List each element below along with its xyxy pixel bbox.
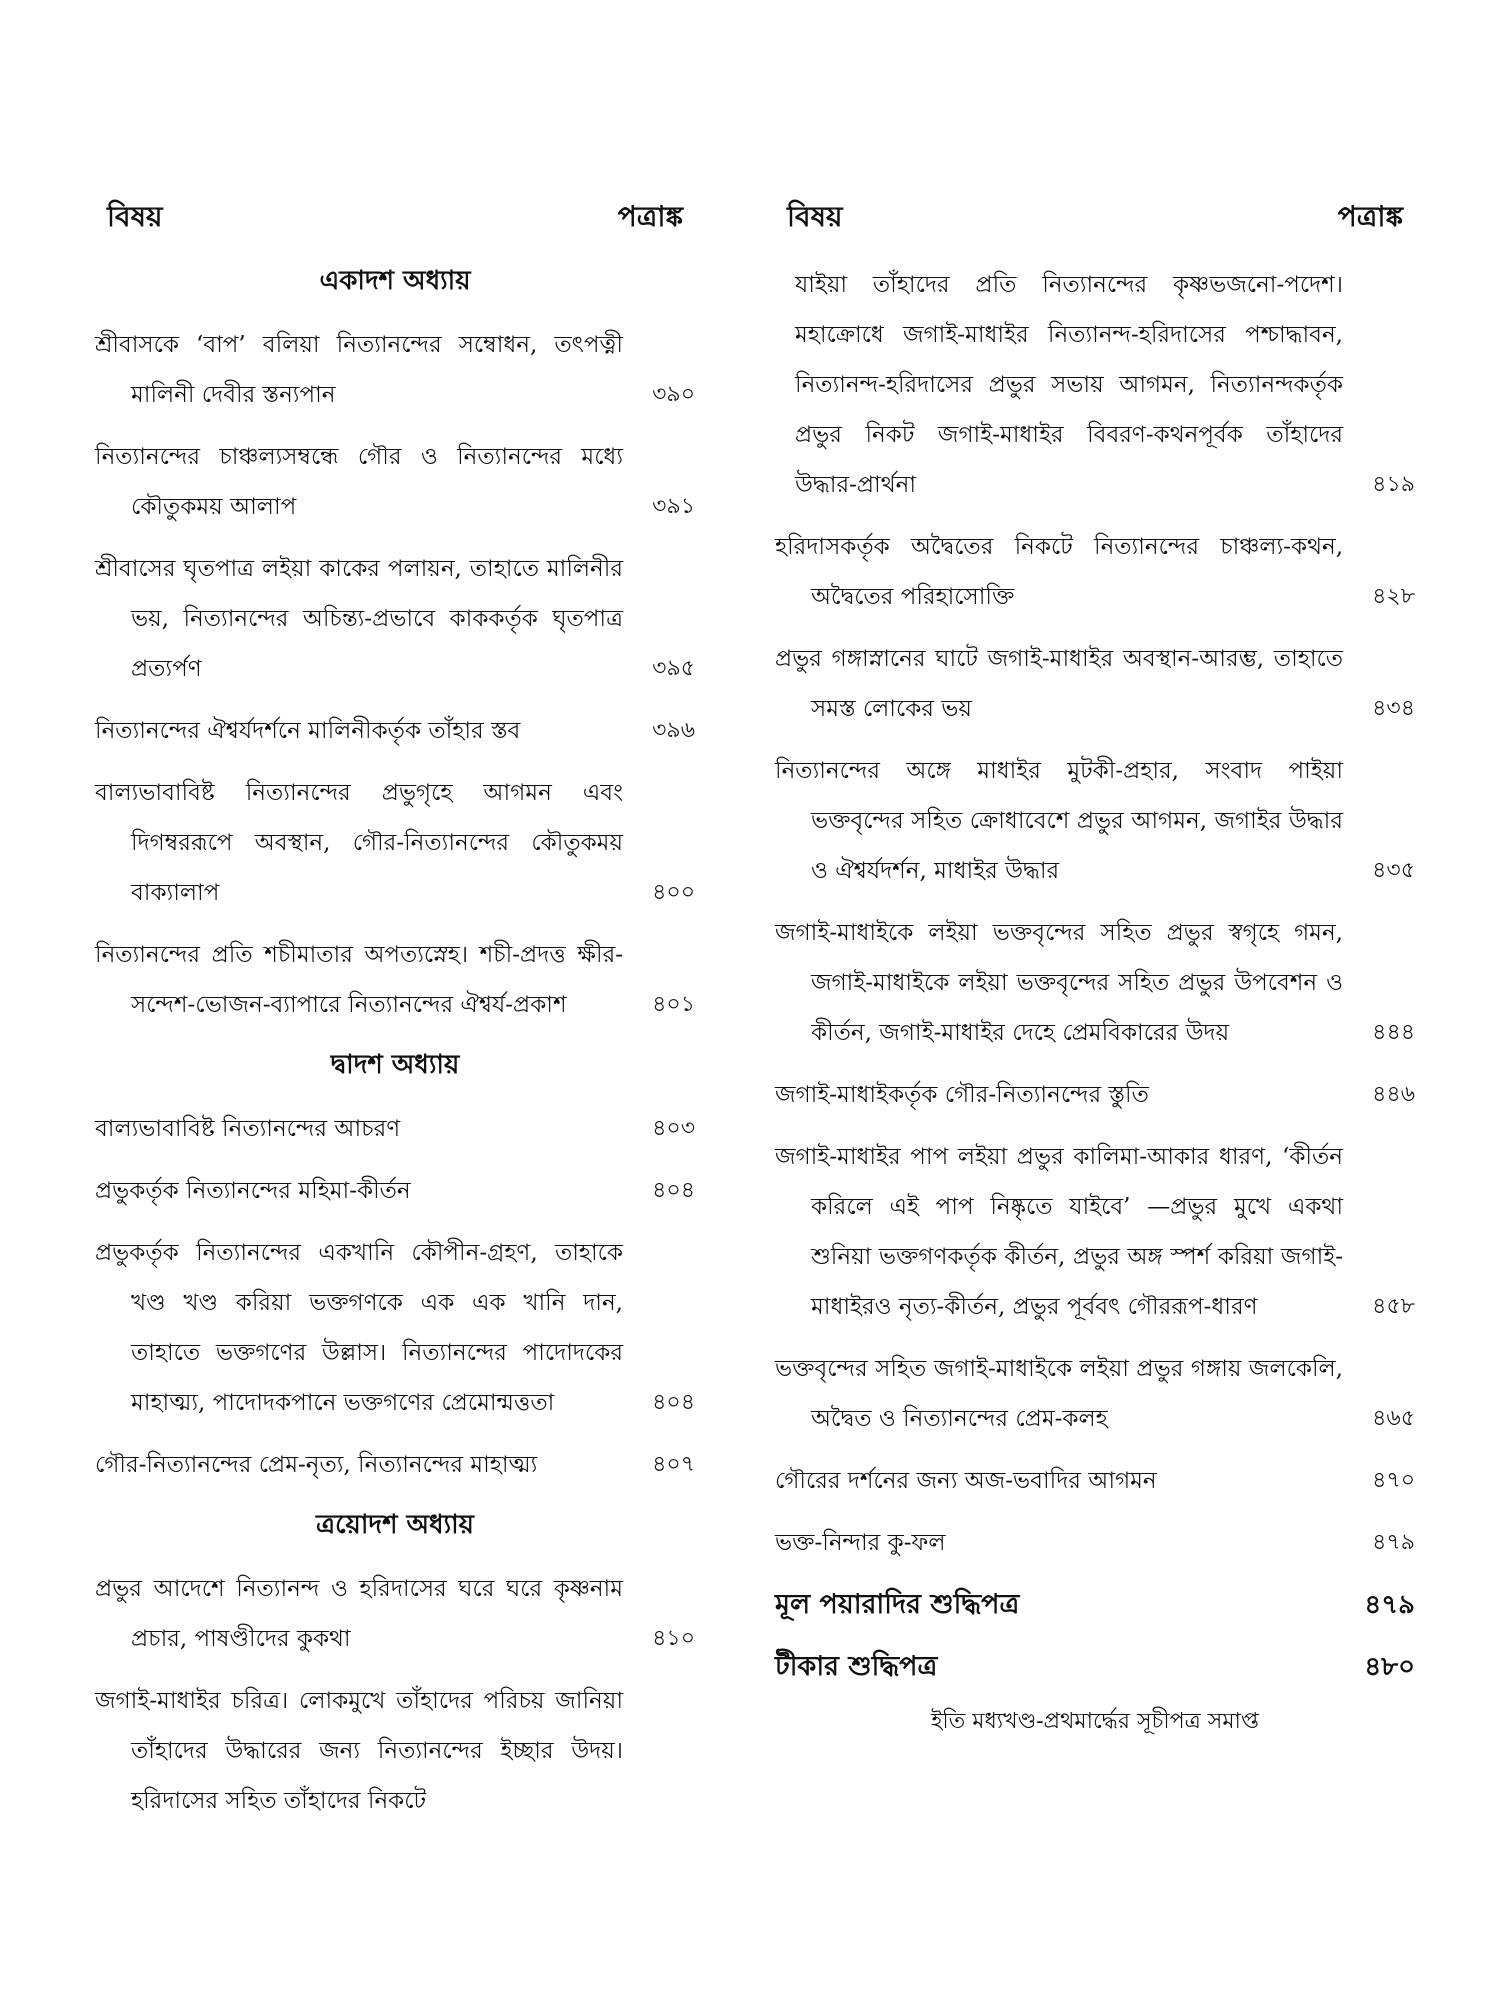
entry-text: নিত্যানন্দের চাঞ্চল্যসম্বন্ধে গৌর ও নিত্যানন্দের মধ্যে কৌতুকময় আলাপ: [95, 444, 623, 520]
subject-heading: বিষয়: [787, 200, 843, 233]
entry-page: ৪০৪: [652, 1178, 695, 1203]
entry-text: জগাই-মাধাইর চরিত্র। লোকমুখে তাঁহাদের পরিচয় জানিয়া তাঁহাদের উদ্ধারের জন্য নিত্যানন্দের ইচ্ছার উদয়। হরিদাসের সহিত তাঁহাদের নিকটে: [95, 1688, 623, 1814]
entry-page: ৪০৩: [652, 1116, 695, 1141]
entry-text: নিত্যানন্দের অঙ্গে মাধাইর মুটকী-প্রহার, সংবাদ পাইয়া ভক্তবৃন্দের সহিত ক্রোধাবেশে প্রভুর আগমন, জগাইর উদ্ধার ও ঐশ্বর্যদর্শন, মাধাইর উদ্ধার: [775, 758, 1343, 884]
right-column: [775, 195, 1415, 1741]
entry-text: জগাই-মাধাইকর্তৃক গৌর-নিত্যানন্দের স্তুতি: [775, 1082, 1149, 1108]
entry-text: ভক্তবৃন্দের সহিত জগাই-মাধাইকে লইয়া প্রভুর গঙ্গায় জলকেলি, অদ্বৈত ও নিত্যানন্দের প্রেম-কলহ: [775, 1356, 1343, 1432]
entry-page: ৩৯১: [652, 494, 695, 519]
entry-text: নিত্যানন্দের ঐশ্বর্যদর্শনে মালিনীকর্তৃক তাঁহার স্তব: [95, 718, 521, 744]
entry-page: ৪১৯: [1372, 472, 1415, 497]
entry-text: হরিদাসকর্তৃক অদ্বৈতের নিকটে নিত্যানন্দের চাঞ্চল্য-কথন, অদ্বৈতের পরিহাসোক্তি: [775, 534, 1343, 610]
chapter-heading-12: দ্বাদশ অধ্যায়: [330, 1050, 460, 1080]
toc-entry: [95, 320, 695, 420]
entry-page: ৪৬৫: [1372, 1406, 1415, 1431]
chapter-heading-11: একাদশ অধ্যায়: [319, 266, 471, 296]
toc-entry: [775, 746, 1415, 896]
toc-end-note: ইতি মধ্যখণ্ড-প্রথমার্দ্ধের সূচীপত্র সমাপ্ত: [930, 1709, 1260, 1734]
entry-page: ৪০৭: [652, 1452, 695, 1477]
entry-page: ৪৮০: [1364, 1652, 1415, 1682]
page-heading: পত্রাঙ্ক: [617, 200, 683, 233]
entry-page: ৩৯০: [652, 382, 695, 407]
entry-page: ৪২৮: [1372, 584, 1415, 609]
entry-text: প্রভুকর্তৃক নিত্যানন্দের মহিমা-কীর্তন: [95, 1178, 411, 1204]
subject-heading: বিষয়: [107, 200, 163, 233]
toc-entry: [95, 1104, 695, 1154]
entry-text: গৌর-নিত্যানন্দের প্রেম-নৃত্য, নিত্যানন্দের মাহাত্ম্য: [95, 1452, 538, 1478]
entry-page: ৩৯৬: [652, 718, 695, 743]
toc-entry: [95, 930, 695, 1030]
entry-text: শ্রীবাসকে ‘বাপ’ বলিয়া নিত্যানন্দের সম্বোধন, তৎপত্নী মালিনী দেবীর স্তন্যপান: [95, 332, 623, 408]
toc-entry: [95, 768, 695, 918]
entry-text: গৌরের দর্শনের জন্য অজ-ভবাদির আগমন: [775, 1468, 1157, 1494]
toc-entry: [775, 260, 1415, 510]
entry-page: ৪৪৪: [1372, 1020, 1415, 1045]
entry-text: জগাই-মাধাইর পাপ লইয়া প্রভুর কালিমা-আকার ধারণ, ‘কীর্তন করিলে এই পাপ নিষ্কৃতে যাইবে’ —প্রভুর মুখে একথা শুনিয়া ভক্তগণকর্তৃক কীর্তন, প্রভুর অঙ্গ স্পর্শ করিয়া জগাই-মাধাইরও নৃত্য-কীর্তন, প্রভুর পূর্ববৎ গৌররূপ-ধারণ: [775, 1144, 1343, 1320]
toc-entry: [775, 908, 1415, 1058]
right-column-header: [775, 195, 1415, 242]
toc-entry-errata: [775, 1580, 1415, 1630]
toc-entry: [95, 432, 695, 532]
left-column: [95, 195, 695, 1838]
toc-entry: [775, 1456, 1415, 1506]
toc-entry: [95, 1564, 695, 1664]
toc-entry: [775, 1132, 1415, 1332]
entry-text: প্রভুর আদেশে নিত্যানন্দ ও হরিদাসের ঘরে ঘরে কৃষ্ণনাম প্রচার, পাষণ্ডীদের কুকথা: [95, 1576, 623, 1652]
entry-page: ৪৭৯: [1364, 1590, 1415, 1620]
entry-page: ৪৩৪: [1372, 696, 1415, 721]
entry-page: ৪০১: [652, 992, 695, 1017]
entry-page: ৩৯৫: [652, 656, 695, 681]
toc-entry: [775, 1344, 1415, 1444]
entry-page: ৪৪৬: [1372, 1082, 1415, 1107]
entry-text: প্রভুর গঙ্গাস্নানের ঘাটে জগাই-মাধাইর অবস্থান-আরম্ভ, তাহাতে সমস্ত লোকের ভয়: [775, 646, 1343, 722]
entry-text: বাল্যভাবাবিষ্ট নিত্যানন্দের প্রভুগৃহে আগমন এবং দিগম্বররূপে অবস্থান, গৌর-নিত্যানন্দের কৌতুকময় বাক্যালাপ: [95, 780, 623, 906]
chapter-heading-13: ত্রয়োদশ অধ্যায়: [316, 1510, 474, 1540]
toc-entry: [95, 1676, 695, 1826]
toc-entry: [95, 706, 695, 756]
page-heading: পত্রাঙ্ক: [1337, 200, 1403, 233]
entry-page: ৪০৪: [652, 1390, 695, 1415]
left-column-header: [95, 195, 695, 242]
entry-page: ৪৫৮: [1372, 1294, 1415, 1319]
toc-entry: [95, 1166, 695, 1216]
toc-entry: [775, 634, 1415, 734]
entry-text: যাইয়া তাঁহাদের প্রতি নিত্যানন্দের কৃষ্ণভজনো-পদেশ। মহাক্রোধে জগাই-মাধাইর নিত্যানন্দ-হরিদাসের পশ্চাদ্ধাবন, নিত্যানন্দ-হরিদাসের প্রভুর সভায় আগমন, নিত্যানন্দকর্তৃক প্রভুর নিকট জগাই-মাধাইর বিবরণ-কথনপূর্বক তাঁহাদের উদ্ধার-প্রার্থনা: [795, 272, 1343, 498]
entry-page: ৪০০: [652, 880, 695, 905]
entry-text: টীকার শুদ্ধিপত্র: [775, 1651, 938, 1682]
entry-page: ৪১০: [652, 1626, 695, 1651]
toc-entry: [95, 1228, 695, 1428]
entry-text: নিত্যানন্দের প্রতি শচীমাতার অপত্যস্নেহ। শচী-প্রদত্ত ক্ষীর-সন্দেশ-ভোজন-ব্যাপারে নিত্যানন্দের ঐশ্বর্য-প্রকাশ: [95, 942, 623, 1018]
entry-text: জগাই-মাধাইকে লইয়া ভক্তবৃন্দের সহিত প্রভুর স্বগৃহে গমন, জগাই-মাধাইকে লইয়া ভক্তবৃন্দের সহিত প্রভুর উপবেশন ও কীর্তন, জগাই-মাধাইর দেহে প্রেমবিকারের উদয়: [775, 920, 1343, 1046]
toc-entry: [775, 522, 1415, 622]
entry-text: ভক্ত-নিন্দার কু-ফল: [775, 1530, 946, 1556]
entry-text: প্রভুকর্তৃক নিত্যানন্দের একখানি কৌপীন-গ্রহণ, তাহাকে খণ্ড খণ্ড করিয়া ভক্তগণকে এক এক খানি দান, তাহাতে ভক্তগণের উল্লাস। নিত্যানন্দের পাদোদকের মাহাত্ম্য, পাদোদকপানে ভক্তগণের প্রেমোন্মত্ততা: [95, 1240, 623, 1416]
toc-entry: [775, 1518, 1415, 1568]
entry-page: ৪৭০: [1372, 1468, 1415, 1493]
entry-text: শ্রীবাসের ঘৃতপাত্র লইয়া কাকের পলায়ন, তাহাতে মালিনীর ভয়, নিত্যানন্দের অচিন্ত্য-প্রভাবে কাককর্তৃক ঘৃতপাত্র প্রত্যর্পণ: [95, 556, 623, 682]
toc-entry: [95, 1440, 695, 1490]
toc-entry: [95, 544, 695, 694]
entry-text: বাল্যভাবাবিষ্ট নিত্যানন্দের আচরণ: [95, 1116, 401, 1142]
entry-page: ৪৭৯: [1372, 1530, 1415, 1555]
toc-entry: [775, 1070, 1415, 1120]
entry-page: ৪৩৫: [1372, 858, 1415, 883]
entry-text: মূল পয়ারাদির শুদ্ধিপত্র: [775, 1589, 1020, 1620]
toc-entry-errata: [775, 1642, 1415, 1692]
